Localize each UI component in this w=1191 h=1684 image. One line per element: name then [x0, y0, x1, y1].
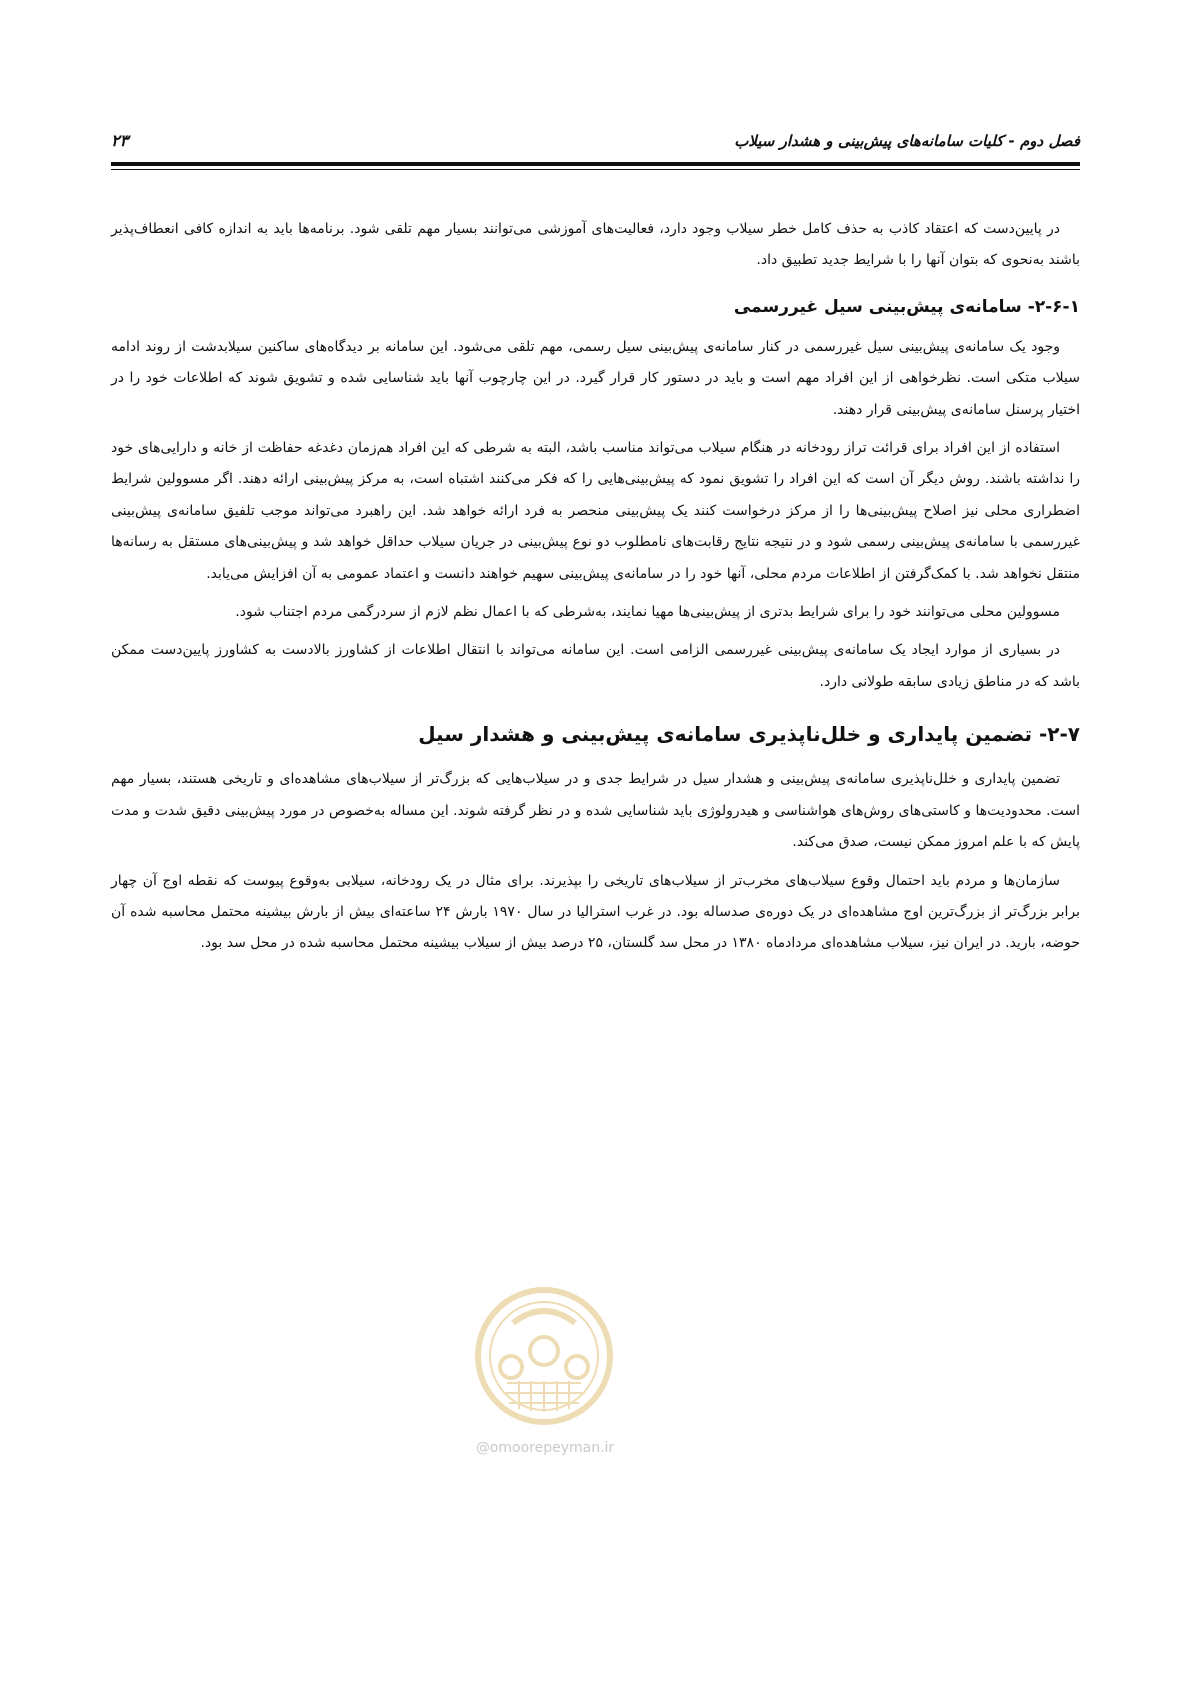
body-paragraph: استفاده از این افراد برای قرائت تراز رودخانه در هنگام سیلاب می‌تواند مناسب باشد، البته به شرطی که این افراد هم‌زمان دغدغه حفاظت از خانه و دارایی‌های خود را نداشته باشند. روش دیگر آن است که این افراد را تشویق نمود که پیش‌بینی‌هایی را که فکر می‌کنند اشتباه است، به مرکز پیش‌بینی ارائه دهند. اگر مسوولین شرایط اضطراری محلی نیز اصلاح پیش‌بینی‌ها را از مرکز درخواست کنند یک پیش‌بینی منحصر به فرد ارائه خواهد شد. این راهبرد می‌تواند موجب تلفیق سامانه‌ی پیش‌بینی غیررسمی با سامانه‌ی پیش‌بینی رسمی شود و در نتیجه نتایج رقابت‌های نامطلوب دو نوع پیش‌بینی در جریان سیلاب حداقل خواهد شد و پیش‌بینی‌های مستقل به رسانه‌ها منتقل نخواهد شد. با کمک‌گرفتن از اطلاعات مردم محلی، آنها خود را در سامانه‌ی پیش‌بینی سهیم خواهند دانست و اعتماد عمومی به آن افزایش می‌یابد. — [111, 440, 1080, 582]
intro-paragraph: در پایین‌دست که اعتقاد کاذب به حذف کامل خطر سیلاب وجود دارد، فعالیت‌های آموزشی می‌توانند بسیار مهم تلقی شود. برنامه‌ها باید به اندازه کافی انعطاف‌پذیر باشند به‌نحوی که بتوان آنها را با شرایط جدید تطبیق داد. — [111, 221, 1080, 269]
watermark-seal-icon — [473, 1285, 615, 1427]
body-paragraph: مسوولین محلی می‌توانند خود را برای شرایط بدتری از پیش‌بینی‌ها مهیا نمایند، به‌شرطی که با اعمال نظم لازم از سردرگمی مردم اجتناب شود. — [235, 604, 1060, 621]
body-content — [111, 214, 1080, 967]
header-rule-thin — [111, 169, 1080, 170]
body-paragraph: وجود یک سامانه‌ی پیش‌بینی سیل غیررسمی در کنار سامانه‌ی پیش‌بینی سیل رسمی، مهم تلقی می‌شود. این سامانه بر دیدگاه‌های ساکنین سیلابدشت از روند ادامه سیلاب متکی است. نظرخواهی از این افراد مهم است و باید در دستور کار قرار گیرد. در این چارچوب آنها باید شناسایی شده و تشویق شوند که اطلاعات خود را در اختیار پرسنل سامانه‌ی پیش‌بینی قرار دهند. — [111, 338, 1080, 418]
section-heading-robustness: ۲-۷- تضمین پایداری و خلل‌ناپذیری سامانه‌ی پیش‌بینی و هشدار سیل — [418, 722, 1080, 747]
section-heading-informal-forecast: ۲-۶-۱- سامانه‌ی پیش‌بینی سیل غیررسمی — [733, 296, 1080, 317]
page-number: ۲۳ — [111, 131, 129, 150]
header-rule-thick — [111, 162, 1080, 166]
body-paragraph: سازمان‌ها و مردم باید احتمال وقوع سیلاب‌های مخرب‌تر از سیلاب‌های تاریخی را بپذیرند. برای مثال در یک رودخانه، سیلابی به‌وقوع پیوست که نقطه اوج آن چهار برابر بزرگ‌تر از بزرگ‌ترین اوج مشاهده‌ای در یک دوره‌ی صدساله بود. در غرب استرالیا در سال ۱۹۷۰ بارش ۲۴ ساعته‌ای بیش از بارش بیشینه محتمل محاسبه شده آن حوضه، بارید. در ایران نیز، سیلاب مشاهده‌ای مردادماه ۱۳۸۰ در محل سد گلستان، ۲۵ درصد بیش از سیلاب بیشینه محتمل محاسبه شده در محل سد بود. — [111, 872, 1080, 952]
body-paragraph: تضمین پایداری و خلل‌ناپذیری سامانه‌ی پیش‌بینی و هشدار سیل در شرایط جدی و در سیلاب‌هایی که بزرگ‌تر از سیلاب‌های مشاهده‌ای و تاریخی هستند، بسیار مهم است. محدودیت‌ها و کاستی‌های روش‌های هواشناسی و هیدرولوژی باید شناسایی شده و در نظر گرفته شوند. این مساله به‌خصوص در مورد پیش‌بینی دقیق شدت و مدت پایش که با علم امروز ممکن نیست، صدق می‌کند. — [111, 771, 1080, 851]
page-header — [111, 128, 1080, 154]
body-paragraph: در بسیاری از موارد ایجاد یک سامانه‌ی پیش‌بینی غیررسمی الزامی است. این سامانه می‌تواند با انتقال اطلاعات از کشاورز بالادست به کشاورز پایین‌دست ممکن باشد که در مناطق زیادی سابقه طولانی دارد. — [111, 642, 1080, 690]
running-title: فصل دوم - کلیات سامانه‌های پیش‌بینی و هشدار سیلاب — [734, 132, 1080, 150]
watermark-url: @omoorepeyman.ir — [475, 1440, 615, 1456]
